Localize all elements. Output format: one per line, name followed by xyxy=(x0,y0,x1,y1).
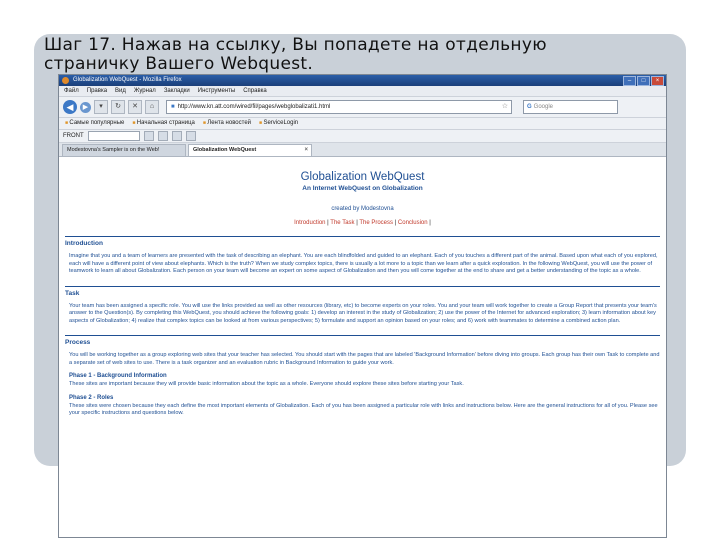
reload-icon[interactable]: ↻ xyxy=(111,100,125,114)
link-separator: | xyxy=(354,220,360,226)
close-tab-icon[interactable]: × xyxy=(304,147,308,153)
dropdown-arrow-icon[interactable]: ▾ xyxy=(94,100,108,114)
google-icon: G xyxy=(527,104,532,110)
webquest-page xyxy=(59,171,666,418)
link-separator: | xyxy=(427,220,431,226)
phase2-text: These sites were chosen because they each define the most important elements of Globalization. Each of you has been assigned a particular role with links and instructions below. Here are the general instructions for all of you. Please see your specific instructions and questions below. xyxy=(69,402,658,416)
section-process xyxy=(65,335,660,418)
tab-globalization-webquest[interactable] xyxy=(188,144,312,156)
section-task xyxy=(65,286,660,326)
tab-sampler[interactable] xyxy=(62,144,186,156)
address-bar[interactable] xyxy=(166,100,512,114)
window-titlebar xyxy=(59,75,666,86)
slide-title xyxy=(44,36,644,74)
menu-file[interactable]: Файл xyxy=(64,88,79,94)
forward-icon[interactable]: ▶ xyxy=(80,102,91,113)
link-separator: | xyxy=(325,220,331,226)
introduction-heading: Introduction xyxy=(65,240,103,247)
webquest-author: created by Modestovna xyxy=(331,206,394,212)
bookmark-item[interactable]: ■ ServiceLogin xyxy=(259,118,298,129)
tab-label: Modestovna's Sampler is on the Web! xyxy=(67,147,160,153)
window-controls xyxy=(623,76,664,86)
link-separator: | xyxy=(393,220,398,226)
bookmark-item[interactable]: ■ Лента новостей xyxy=(203,118,251,129)
menu-edit[interactable]: Правка xyxy=(86,88,108,94)
tab-label: Globalization WebQuest xyxy=(193,147,257,153)
toolbar-tool-icon[interactable] xyxy=(158,131,168,141)
stop-icon[interactable]: ✕ xyxy=(128,100,142,114)
toolbar-tool-icon[interactable] xyxy=(172,131,182,141)
phase1-text: These sites are important because they will provide basic information about the topic as a whole. Everyone should explore these sites before starting your Task. xyxy=(69,381,464,387)
bookmark-item[interactable]: ■ Начальная страница xyxy=(132,118,194,129)
search-placeholder: Google xyxy=(533,104,554,110)
menu-view[interactable]: Вид xyxy=(115,88,126,94)
webquest-nav-links xyxy=(65,220,660,226)
navigation-bar xyxy=(59,97,666,118)
menu-bar xyxy=(59,86,666,97)
toolbar-tool-icon[interactable] xyxy=(186,131,196,141)
menu-bookmarks[interactable]: Закладки xyxy=(163,88,190,94)
phase1-heading: Phase 1 - Background Information xyxy=(69,373,167,379)
bookmark-item[interactable]: ■ Самые популярные xyxy=(65,118,124,129)
bookmarks-toolbar xyxy=(59,118,666,130)
close-icon[interactable]: × xyxy=(651,76,664,86)
menu-tools[interactable]: Инструменты xyxy=(197,88,236,94)
maximize-icon[interactable]: □ xyxy=(637,76,650,86)
section-introduction xyxy=(65,236,660,276)
toolbar-label: FRONT xyxy=(63,133,84,139)
task-text: Your team has been assigned a specific role. You will use the links provided as well as other resources (library, etc) to become experts on your roles. You and your team will work together to create a Group Report that presents your team's answer to the Question(s). By completing this WebQuest, you should achieve the following goals: 1) develop an interest in the study of Globalization; 2) use the power of the Internet for advanced exploration; 3) learn information about key aspects of Globalization; 4) realize that complex topics can be looked at from various perspectives; 5) formulate and support an opinion based on your roles; and 6) work with teammates to determine a combined action plan. xyxy=(69,302,657,324)
address-url: http://www.kn.att.com/wired/fil/pages/webglobalizati1.html xyxy=(177,104,331,110)
search-box[interactable] xyxy=(523,100,618,114)
process-text: You will be working together as a group exploring web sites that your teacher has selected. You should start with the pages that are labeled 'Background Information' before diving into groups. Each group has their own Task to complete and a separate set of web sites to use. There is a task organizer and an evaluation rubric in Background Information to guide your work. xyxy=(69,352,660,366)
menu-history[interactable]: Журнал xyxy=(133,88,156,94)
tab-bar xyxy=(59,143,666,157)
task-heading: Task xyxy=(65,289,80,297)
window-title: Globalization WebQuest - Mozilla Firefox xyxy=(73,77,182,83)
link-process[interactable]: The Process xyxy=(359,220,394,226)
introduction-text: Imagine that you and a team of learners are presented with the task of describing an elephant. You are each blindfolded and guided to an elephant. Each of you touches a different part of the animal. Based upon what each of you explored, each will have a different point of view about elephants. Which is the truth? When we study complex topics, there is usually a lot more to a topic than we learn after a quick exploration. In the following WebQuest, you will use the power of teamwork to learn all about Globalization. Each person on your team will become an expert on some aspect of Globalization and then you will come together at the end to share and get a better understanding of the topic as a whole. xyxy=(69,253,658,274)
slide-title-line2: страничку Вашего Webquest. xyxy=(44,54,314,74)
phase2-heading: Phase 2 - Roles xyxy=(69,394,114,401)
home-icon[interactable]: ⌂ xyxy=(145,100,159,114)
firefox-icon xyxy=(62,77,69,84)
link-conclusion[interactable]: Conclusion xyxy=(397,220,428,226)
browser-window xyxy=(58,74,667,538)
slide-title-line1: Шаг 17. Нажав на ссылку, Вы попадете на отдельную xyxy=(44,35,547,55)
minimize-icon[interactable]: – xyxy=(623,76,636,86)
link-introduction[interactable]: Introduction xyxy=(294,220,326,226)
back-icon[interactable]: ◀ xyxy=(63,100,77,114)
webquest-subtitle: An Internet WebQuest on Globalization xyxy=(302,185,423,192)
webquest-title: Globalization WebQuest xyxy=(300,171,425,183)
process-heading: Process xyxy=(65,339,91,346)
link-task[interactable]: The Task xyxy=(330,220,355,226)
menu-help[interactable]: Справка xyxy=(243,88,267,94)
bookmark-star-icon[interactable]: ☆ xyxy=(501,103,508,110)
page-favicon-icon: ■ xyxy=(171,104,175,110)
toolbar-dropdown[interactable] xyxy=(88,131,140,141)
toolbar-tool-icon[interactable] xyxy=(144,131,154,141)
addon-toolbar xyxy=(59,130,666,143)
